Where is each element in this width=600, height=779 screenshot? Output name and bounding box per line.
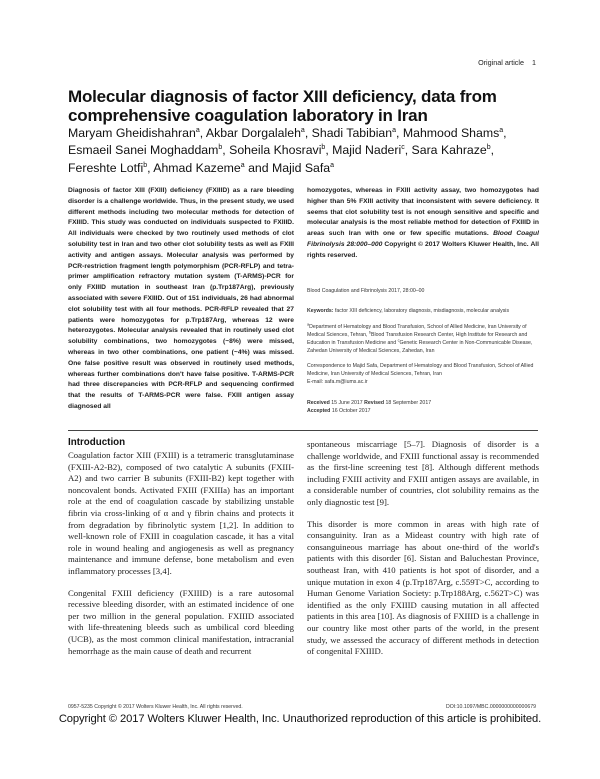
paragraph: Coagulation factor XIII (FXIII) is a tetrameric transglutaminase (FXIII-A2-B2), composed of two catalytic A subunits (FXIII-A2) and two carrier B subunits (FXIII-B2) kept together with noncovalent bonds. Activated FXIII (FXIIIa) has an important role at the end of coagulation cascade by stabilizing unstable fibrin via cross-linking of α and γ fibrin chains and protects it from degradation by fibrinolytic system [1,2]. In addition to well-known role of FXIII in coagulation cascade, it has a vital role in wound healing and angiogenesis as well as pregnancy maintenance and immune defense, bone metabolism and even inflammatory processes [3,4]. — [68, 450, 294, 576]
abstract: Diagnosis of factor XIII (FXIII) deficiency (FXIIID) as a rare bleeding disorder is a challenge worldwide. Thus, in the present study, we used different methods including two molecular methods for detection of FXIIID. This study was conducted on individuals suspected to FXIIID. All individuals were checked by two routinely used methods of clot solubility test in Iran and two other clot solubility tests as well as FXIII activity and antigen assays. Molecular analysis was performed by PCR-restriction fragment length polymorphism (PCR-RFLP) and tetra-primer amplification refractory mutation system (T-ARMS)-PCR for only FXIIID mutation in southeast Iran (p.Trp187Arg), previously associated with severe FXIIID. Out of 151 individuals, 26 had abnormal clot solubility test with all four methods. PCR-RFLP revealed that 27 patients were homozygotes for p.Trp187Arg, whereas 12 were heterozygotes. Molecular analysis revealed that in routinely used clot solubility combinations, two homozygotes (~8%) were missed, whereas in two other combinations, one patient (~4%) was missed. One false positive result was observed in routinely used methods, whereas further combinations don't have false positive. T-ARMS-PCR had three discrepancies with PCR-RFLP and sequencing confirmed that the results of T-ARMS-PCR were false. FXIII antigen assay diagnosed all — [68, 187, 294, 410]
journal-info: Blood Coagulation and Fibrinolysis 2017, 28:00–00 — [307, 287, 425, 294]
author: Sara Kahraze$^b$, — [411, 143, 495, 158]
email-link[interactable]: E-mail: safa.m@iums.ac.ir — [307, 378, 368, 385]
affiliations: $^a$Department of Hematology and Blood Transfusion, School of Allied Medicine, Iran University of Medical Sciences, Tehran, $^b$Blood Transfusion Research Center, High Institute for Research and Education in Transfusion Medicine and $^c$Genetic Research Center in Non-Communicable Disease, Zahedan University of Medical Sciences, Zahedan, Iran — [307, 322, 533, 354]
citation: Blood Coagul Fibrinolysis 28:000–000 — [307, 230, 540, 248]
author: Mahmood Shams$^a$, — [402, 126, 507, 140]
footer-issn: 0957-5235 Copyright © 2017 Wolters Kluwer Health, Inc. All rights reserved. — [68, 704, 243, 710]
copyright-banner: Copyright © 2017 Wolters Kluwer Health, Inc. Unauthorized reproduction of this article is prohibited. — [58, 713, 542, 725]
article-type: Original article — [478, 58, 524, 67]
keywords: Keywords: factor XIII deficiency, laboratory diagnosis, misdiagnosis, molecular analysis — [307, 308, 510, 315]
section-heading-introduction: Introduction — [68, 437, 126, 448]
article-title: Molecular diagnosis of factor XIII deficiency, data from comprehensive coagulation laboratory in Iran — [68, 87, 497, 125]
author: Fereshte Lotfi$^b$, — [68, 160, 151, 175]
right-column-front-matter — [307, 186, 539, 415]
author: Ahmad Kazeme$^a$ — [153, 160, 245, 175]
author: Akbar Dorgalaleh$^a$, — [205, 126, 309, 140]
author: Majid Safa$^a$ — [272, 160, 335, 175]
correspondence: Correspondence to Majid Safa, Department of Hematology and Blood Transfusion, School of Allied Medicine, Iran University of Medical Sciences, Tehran, Iran E-mail: safa.m@iums.ac.ir — [307, 363, 539, 386]
body-column-left — [68, 450, 294, 657]
paragraph: This disorder is more common in areas with high rate of consanguinity. Iran as a Mideast country with high rate of consanguineous marriage has about one-third of the world's patients with this disorder [6]. Sistan and Baluchestan Province, southeast Iran, with 410 patients is hot spot of disorder, and a unique mutation in exon 4 (p.Trp187Arg, c.559T>C, according to Human Genome Variation Society: p.Trp188Arg, c.562T>C) was identified as the only FXIIID causing mutation in all affected patients in this area [10]. As diagnosis of FXIIID is a challenge in our country like most other parts of the world, in the present study, we assessed the accuracy of different methods in detection of congenital FXIIID. — [307, 518, 539, 657]
author: Esmaeil Sanei Moghaddam$^b$, — [68, 143, 226, 158]
paragraph: Congenital FXIII deficiency (FXIIID) is a rare autosomal recessive bleeding disorder, with an estimated incidence of one per two million in the general population. FXIIID associated with life-threatening bleeds such as umbilical cord bleeding (UCB), as the most common clinical manifestation, intracranial hemorrhage as the main cause of death and recurrent — [68, 587, 294, 656]
footer-doi[interactable]: DOI:10.1097/MBC.0000000000000679 — [446, 704, 536, 710]
running-header — [470, 58, 536, 67]
author-list: Maryam Gheidishahran$^a$, Akbar Dorgalaleh$^a$, Shadi Tabibian$^a$, Mahmood Shams$^a$, Esmaeil Sanei Moghaddam$^b$, Soheila Khosravi$^b$, Majid Naderi$^c$, Sara Kahraze$^b$, Fereshte Lotfi$^b$, Ahmad Kazeme$^a$ and Majid Safa$^a$ — [68, 126, 507, 175]
keywords-label: Keywords: — [307, 308, 334, 315]
body-column-right — [307, 439, 539, 658]
abstract-continued: homozygotes, whereas in FXIII activity assay, two homozygotes had higher than 5% FXIII activity that inconsistent with severe deficiency. It seems that clot solubility test is not enough sensitive and specific and molecular analysis is the most reliable method for detection of FXIIID in areas such Iran with one or few specific mutations. Blood Coagul Fibrinolysis 28:000–000 Copyright © 2017 Wolters Kluwer Health, Inc. All rights reserved. — [307, 187, 540, 259]
abstract-copyright: Copyright © 2017 Wolters Kluwer Health, Inc. All rights reserved. — [307, 240, 540, 259]
paragraph: spontaneous miscarriage [5–7]. Diagnosis of disorder is a challenge worldwide, and FXIII functional assay is recommended as the first-line screening test [8]. Although different methods including FXIII activity and FXIII antigen assays are available, in a considerable number of countries, clot solubility remains as the only diagnostic test [9]. — [307, 439, 539, 507]
section-divider — [68, 430, 538, 431]
article-dates: Received 15 June 2017 Revised 18 September 2017 Accepted 16 October 2017 — [307, 399, 432, 414]
page-number: 1 — [532, 58, 536, 67]
author: Maryam Gheidishahran$^a$, — [68, 126, 204, 140]
author: Shadi Tabibian$^a$, — [311, 126, 400, 140]
author: Soheila Khosravi$^b$, — [229, 143, 329, 158]
author: Majid Naderi$^c$, — [332, 143, 409, 158]
